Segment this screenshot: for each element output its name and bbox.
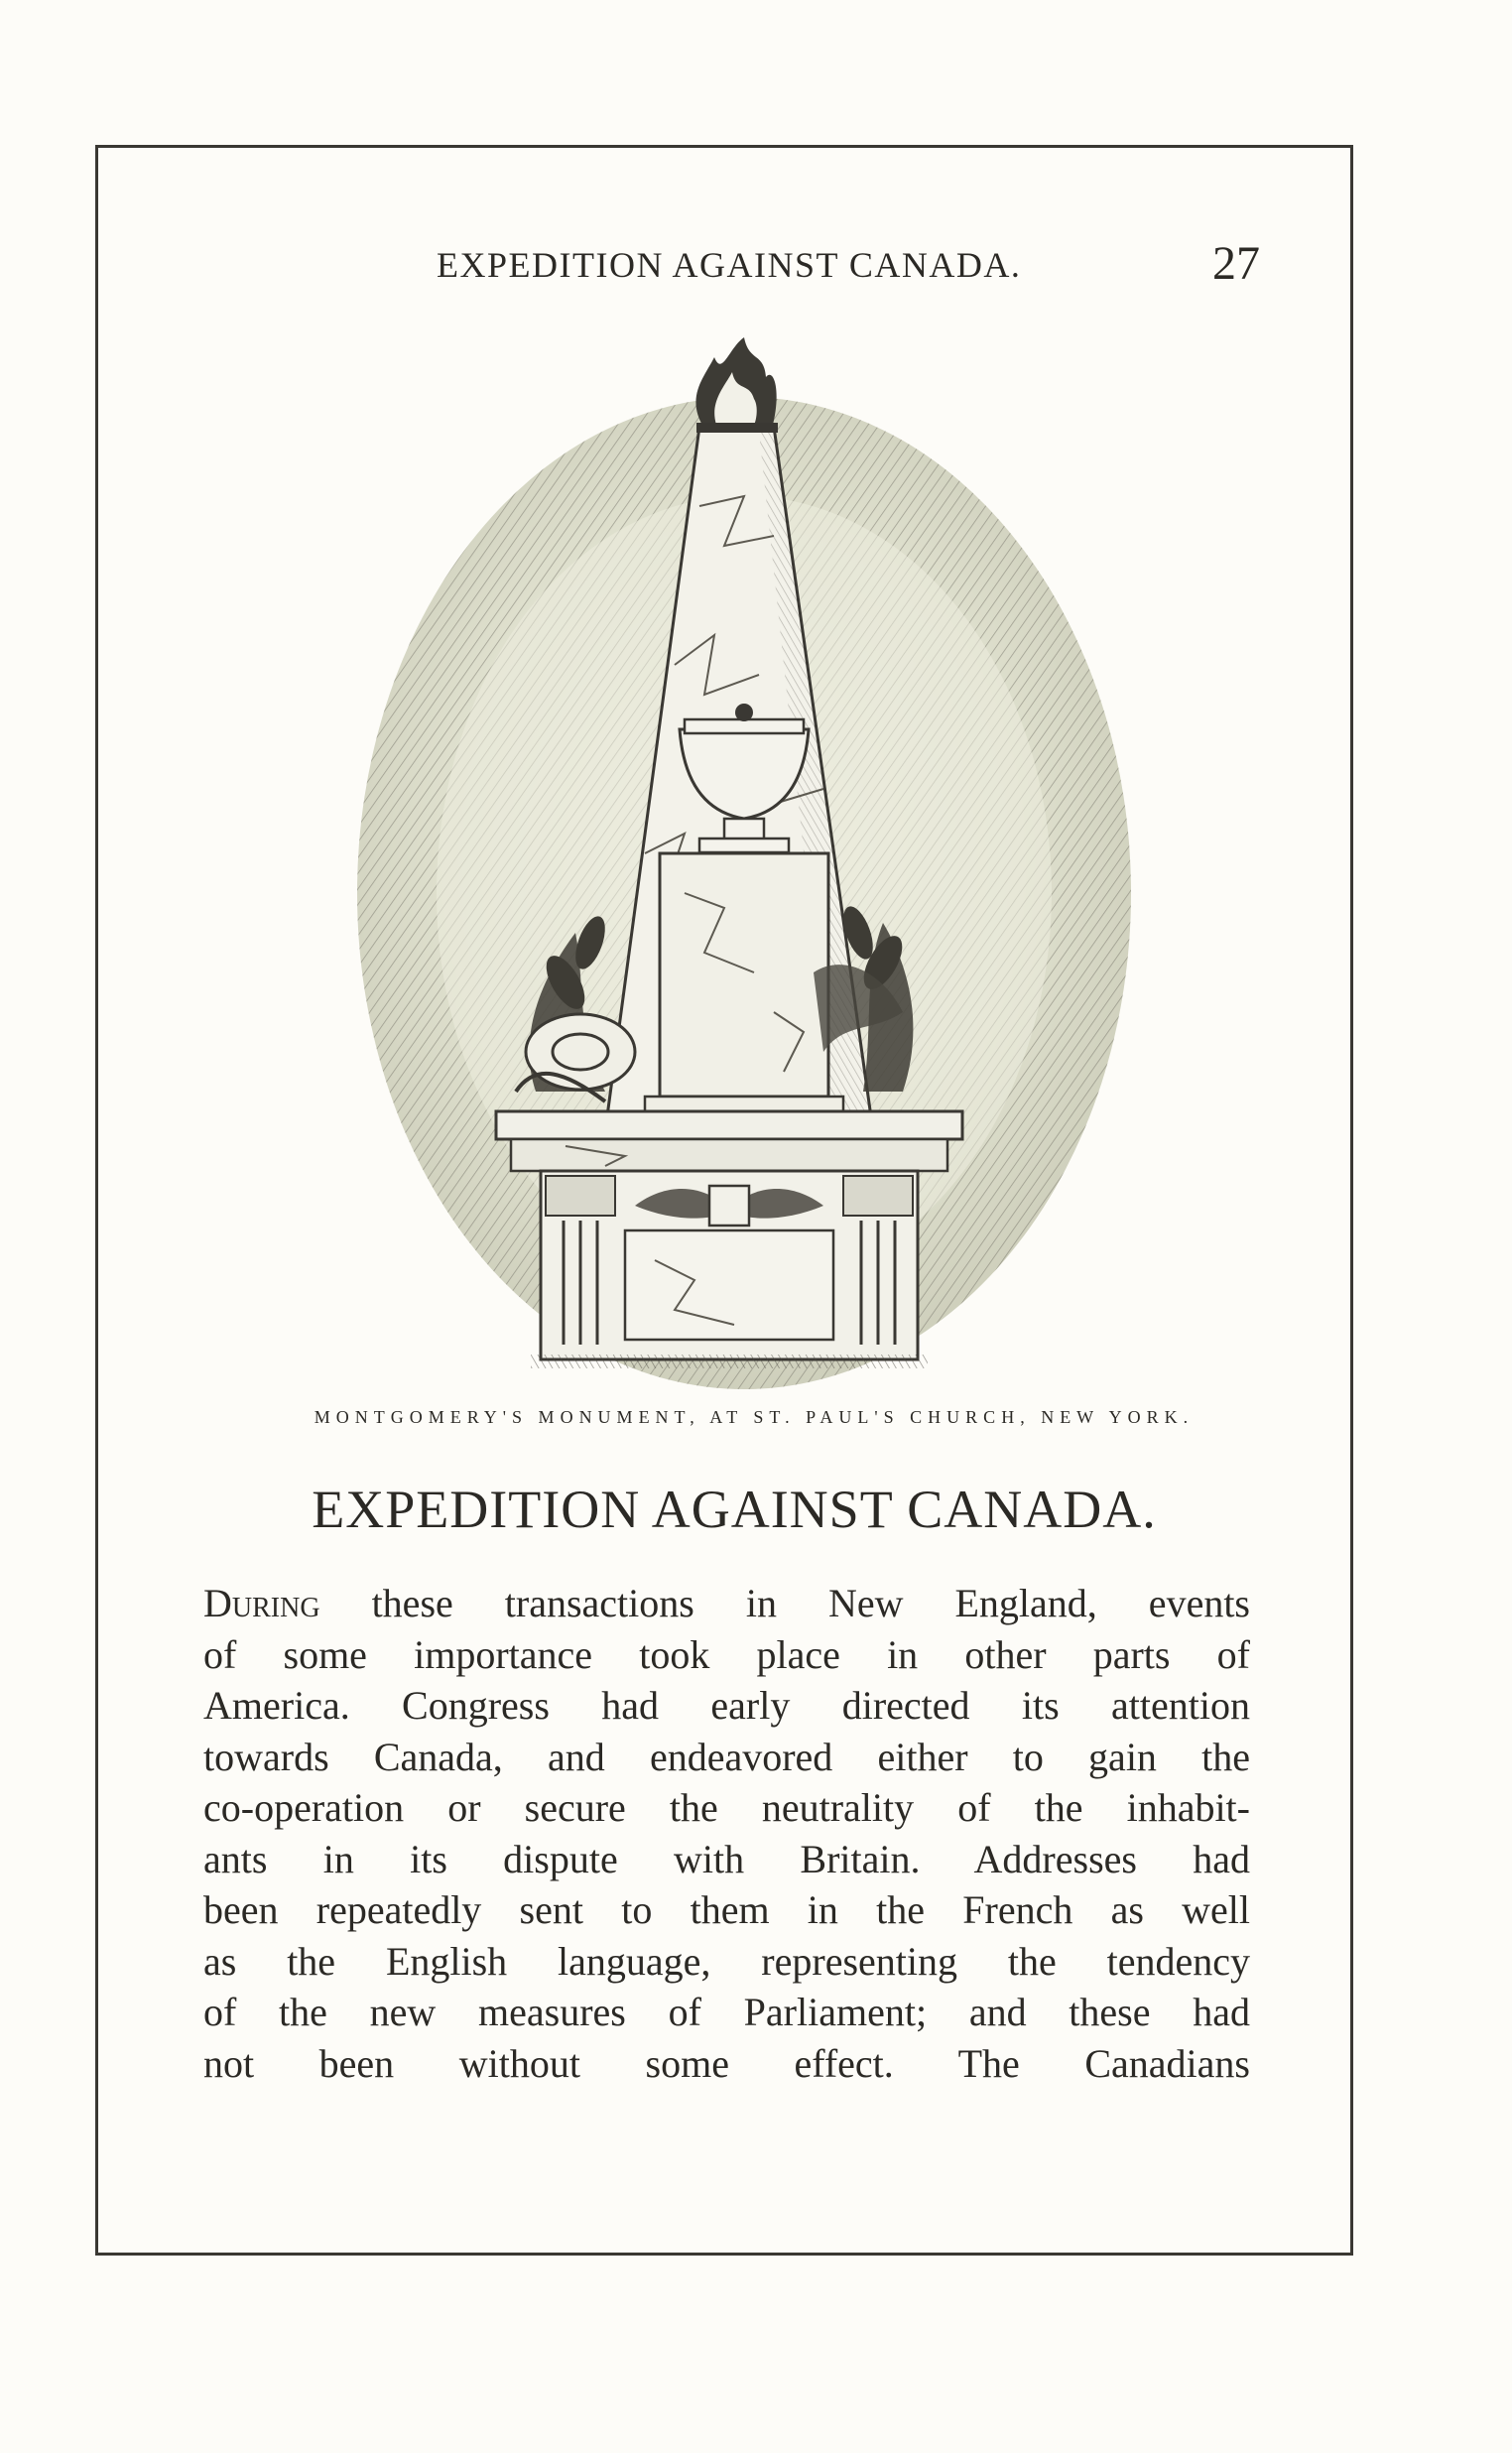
running-title: EXPEDITION AGAINST CANADA. (437, 245, 1022, 285)
illustration-caption: MONTGOMERY'S MONUMENT, AT ST. PAUL'S CHURCH, NEW YORK. (314, 1407, 1195, 1427)
text-line: co-operation or secure the neutrality of the inhabit- (203, 1785, 1250, 1830)
text-line-segment: these transactions in New England, events (319, 1581, 1250, 1625)
text-line (203, 1578, 1250, 1629)
engraved-monument-illustration-icon (308, 337, 1161, 1389)
text-line: of some importance took place in other parts of (203, 1631, 1250, 1677)
text-line: towards Canada, and endeavored either to gain the (203, 1734, 1250, 1779)
section-heading: EXPEDITION AGAINST CANADA. (312, 1480, 1157, 1539)
text-line: not been without some effect. The Canadians (203, 2040, 1250, 2086)
text-line: as the English language, representing the tendency (203, 1938, 1250, 1984)
monument-illustration (308, 337, 1161, 1389)
body-paragraph (203, 1578, 1250, 2089)
running-header (437, 236, 1260, 296)
text-line: of the new measures of Parliament; and these had (203, 1990, 1250, 2034)
text-line: been repeatedly sent to them in the French as well (203, 1887, 1250, 1932)
text-line: ants in its dispute with Britain. Addresses had (203, 1836, 1250, 1881)
text-line: America. Congress had early directed its attention (203, 1683, 1250, 1728)
dropcap-word: During (203, 1581, 320, 1625)
page-number: 27 (1212, 237, 1260, 290)
